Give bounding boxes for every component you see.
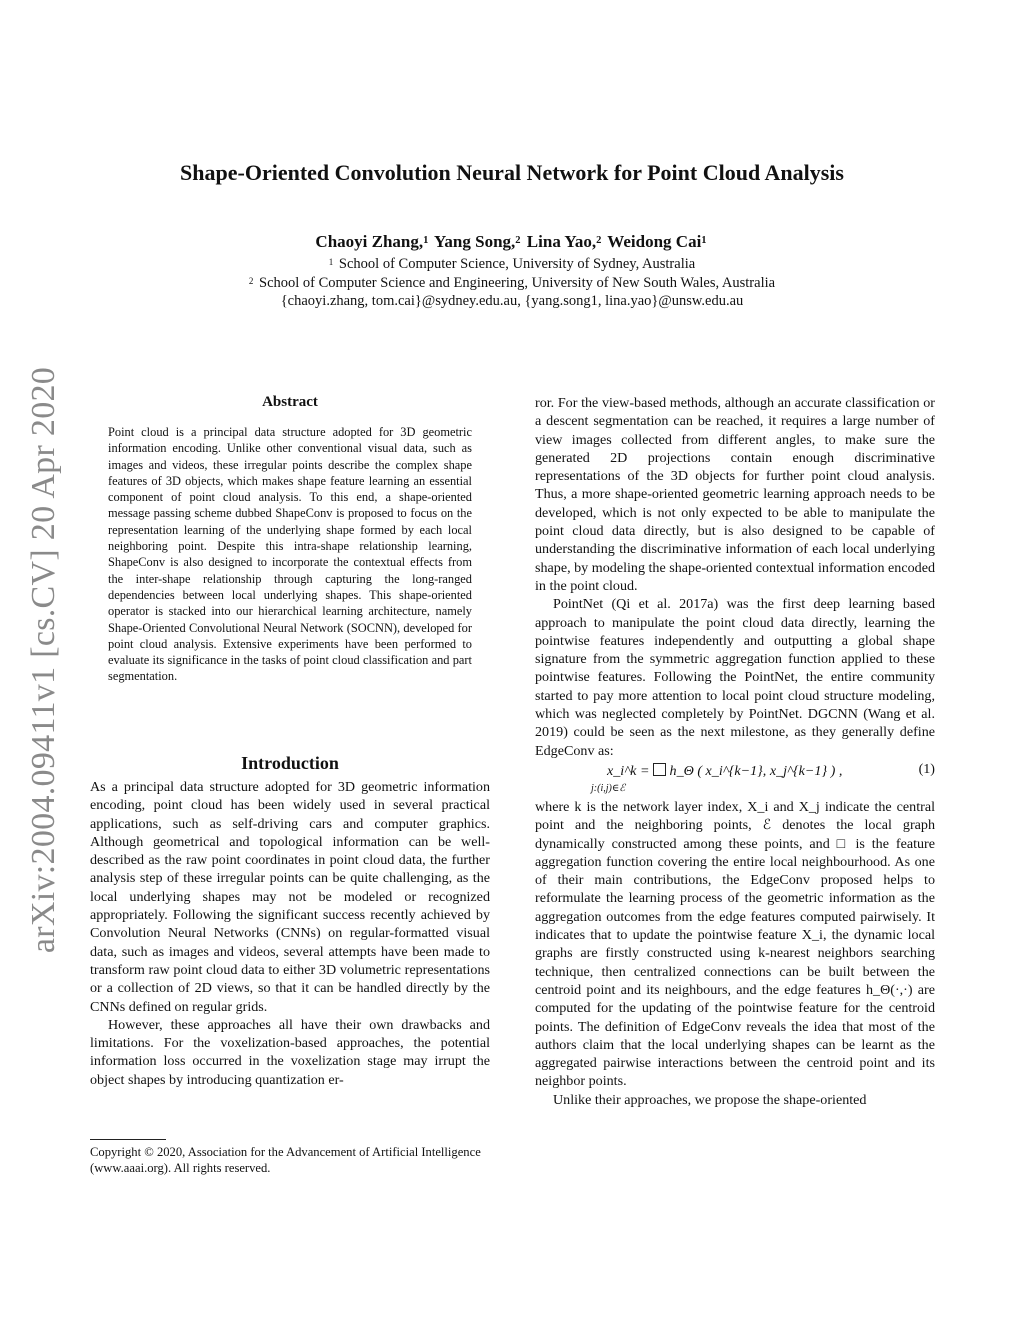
footnote-rule [90,1139,166,1140]
introduction-heading: Introduction [241,753,339,773]
intro-paragraph-1: As a principal data structure adopted for 3D geometric information encoding, point cloud has been widely used in several practical applications, such as self-driving cars and computer graphics. Although geometrical and topological information can be well-described as the raw point coordinates in point cloud data, the further analysis step of these irregular points can be quite challenging, as the local underlying shapes may not be modeled or recognized appropriately. Following the significant success recently achieved by Convolution Neural Networks (CNNs) on regular-formatted visual data, such as images and videos, several attempts have been made to transform raw point cloud data to either 3D volumetric representations or a collection of 2D views, so that it can be handled directly by the CNNs defined on regular grids. [90,779,490,1015]
equation-subscript: j:(i,j)∈ℰ [591,782,626,794]
affiliation-1: $^1$ School of Computer Science, University of Sydney, Australia [328,256,696,272]
right-paragraph-1: ror. For the view-based methods, although an accurate classification or a descent segmentation can be reached, it requires a large number of view images collected from different angles, to make sure the generated 2D projections contain enough discriminative representations of the 3D objects for further point cloud analysis. Thus, a more shape-oriented geometric learning approach needs to be developed, which is not only expected to be able to manipulate the point cloud data directly, but is also designed to be capable of understanding the discriminative information of each local underlying shape, by modeling the shape-oriented contextual information encoded in the point cloud. [535,395,935,594]
abstract-body: Point cloud is a principal data structure adopted for 3D geometric information encoding. Unlike other conventional visual data, such as images and videos, these irregular points describe the complex shape features of 3D objects, which makes shape feature learning an essential component of point cloud analysis. To this end, a shape-oriented message passing scheme dubbed ShapeConv is proposed to focus on the representation learning of the underlying shape formed by each local neighboring point. Despite this intra-shape relationship learning, ShapeConv is also designed to incorporate the contextual effects from the inter-shape relationship through capturing the long-ranged dependencies between local underlying shapes. This shape-oriented operator is stacked into our hierarchical learning architecture, namely Shape-Oriented Convolutional Neural Network (SOCNN), developed for point cloud analysis. Extensive experiments have been performed to evaluate its significance in the tasks of point cloud classification and part segmentation. [108,425,472,684]
equation-right: h_Θ ( x_i^{k−1}, x_j^{k−1} ) , [669,762,843,779]
right-paragraph-4: Unlike their approaches, we propose the shape-oriented [553,1091,867,1108]
intro-paragraph-2: However, these approaches all have their own drawbacks and limitations. For the voxelization-based approaches, the potential information loss occurred in the voxelization stage may irrupt the object shapes by introducing quantization er- [90,1016,490,1088]
right-paragraph-3: where k is the network layer index, X_i and X_j indicate the central point and the neighboring points, ℰ denotes the local graph dynamically constructed among these points, and □ is the feature aggregation function covering the entire local neighbourhood. As one of their main contributions, the EdgeConv proposed helps to reformulate the learning process of the geometric information as the aggregation outcomes from the edge features computed pairwisely. It indicates that to update the pointwise feature X_i, the dynamic local graphs are firstly constructed using k-nearest neighbors searching technique, then centralized connections can be built between the centroid point and its neighbours, and the edge features h_Θ(·,·) are computed for the updating of the pointwise feature for the centroid points. The definition of EdgeConv reveals the idea that most of the authors claim that the local underlying shapes can be learnt as the aggregated pairwise interactions between the centroid point and its neighbor points. [535,798,935,1090]
introduction-body [90,778,490,1089]
equation-left: x_i^k = [607,762,650,779]
copyright-footnote: Copyright © 2020, Association for the Advancement of Artificial Intelligence (www.aaai.org). All rights reserved. [90,1145,481,1175]
author-4: Weidong Cai$^1$ [607,232,707,251]
author-3: Lina Yao,$^2$ [526,232,602,251]
arxiv-stamp-text: arXiv:2004.09411v1 [cs.CV] 20 Apr 2020 [25,366,63,954]
aggregation-box-symbol [653,763,666,776]
right-column-body [535,394,935,1109]
equation-body [607,762,842,780]
equation-number: (1) [918,760,935,777]
right-paragraph-2: PointNet (Qi et al. 2017a) was the first deep learning based approach to manipulate the point cloud data directly, learning the pointwise features independently and outputting a global shape signature from the symmetric aggregation function applied to these pointwise features. Following the PointNet, the entire community started to pay more attention to local point cloud structure modeling, which was neglected completely by PointNet. DGCNN (Wang et al. 2019) could be seen as the next milestone, as they generally define EdgeConv as: [535,596,935,759]
author-2: Yang Song,$^2$ [434,232,521,251]
abstract-heading: Abstract [262,394,318,410]
equation-1 [535,760,935,798]
author-1: Chaoyi Zhang,$^1$ [315,232,429,251]
author-emails: {chaoyi.zhang, tom.cai}@sydney.edu.au, {yang.song1, lina.yao}@unsw.edu.au [280,293,744,309]
arxiv-stamp [14,350,74,970]
author-list [0,232,1024,252]
paper-title: Shape-Oriented Convolution Neural Network for Point Cloud Analysis [180,160,844,185]
affiliation-2: $^2$ School of Computer Science and Engineering, University of New South Wales, Australia [248,275,776,291]
